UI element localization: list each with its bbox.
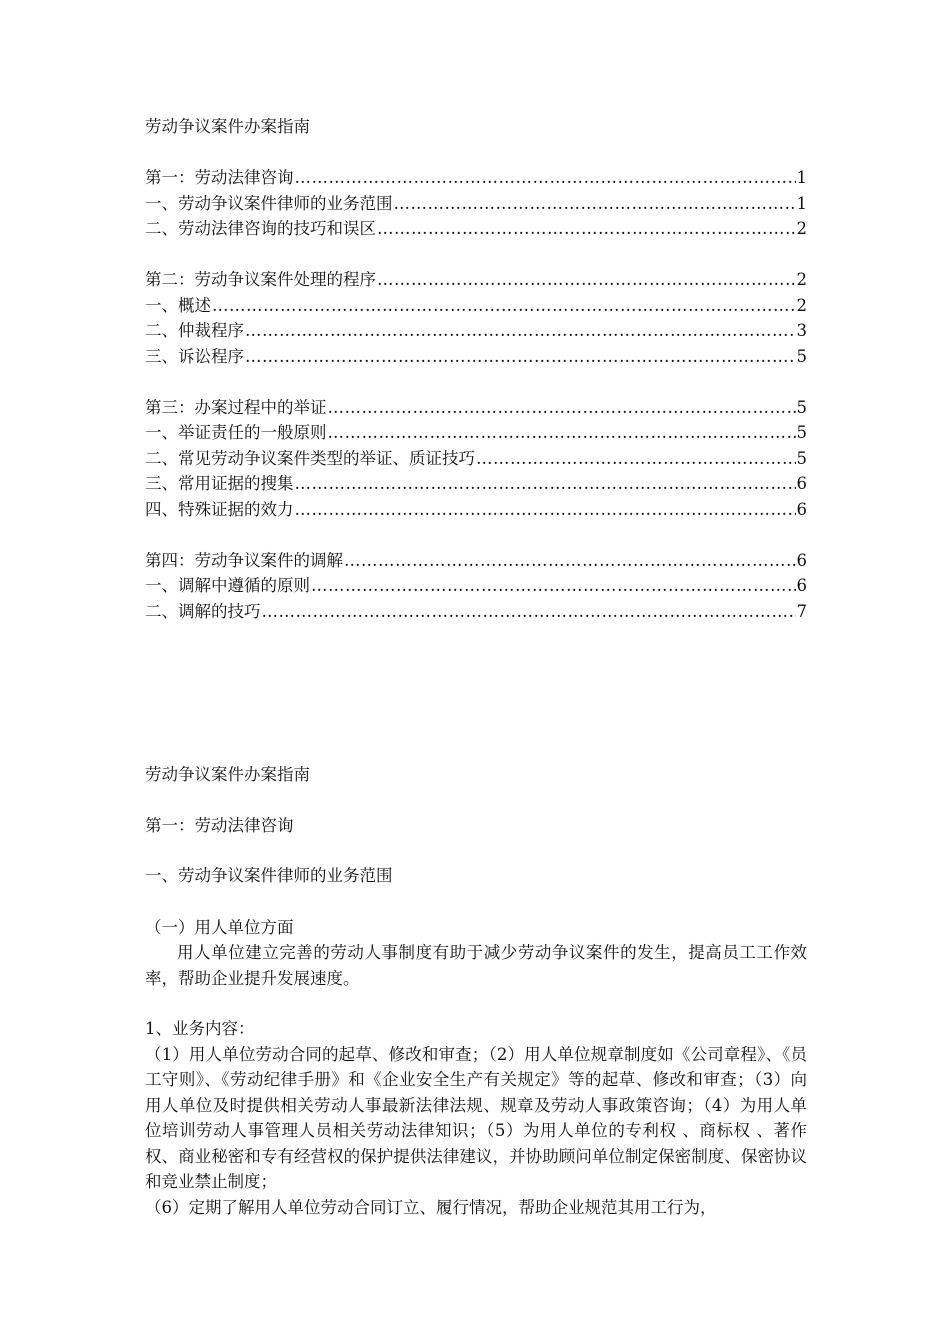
toc-entry[interactable]: 一、举证责任的一般原则 …………………………………………………………………………………………………………………………………………………………………………………… 5 [145,420,807,446]
toc-leader-dots [245,318,796,344]
toc-leader-dots [295,165,796,191]
chapter-heading: 第一：劳动法律咨询 [145,815,294,835]
document-body [145,762,807,1220]
subsection-heading: （一）用人单位方面 [145,917,294,937]
toc-leader-dots [328,420,796,446]
business-heading: 1、业务内容： [145,1019,255,1038]
toc-leader-dots [344,548,796,574]
toc-entry[interactable]: 一、概述 …………………………………………………………………………………………………………………………………………………………………………………… 2 [145,293,807,319]
toc-entry[interactable]: 一、调解中遵循的原则 …………………………………………………………………………………………………………………………………………………………………………………… 6 [145,573,807,599]
business-paragraph: （1）用人单位劳动合同的起草、修改和审查；（2）用人单位规章制度如《公司章程》、《员工守则》、《劳动纪律手册》和《企业安全生产有关规定》等的起草、修改和审查；（3）向用人单位及时提供相关劳动人事最新法律法规、规章及劳动人事政策咨询；（4）为用人单位培训劳动人事管理人员相关劳动法律知识；（5）为用人单位的专利权 、商标权 、著作权、商业秘密和专有经营权的保护提供法律建议，并协助顾问单位制定保密制度、保密协议和竞业禁止制度； [145,1044,807,1191]
toc-entry[interactable]: 二、仲裁程序 …………………………………………………………………………………………………………………………………………………………………………………… 3 [145,318,807,344]
toc-leader-dots [262,599,796,625]
table-of-contents [145,114,807,624]
toc-entry-heading[interactable]: 第四：劳动争议案件的调解 …………………………………………………………………………………………………………………………………………………………………………………… 6 [145,548,807,574]
document-title: 劳动争议案件办案指南 [145,765,310,784]
toc-entry-heading[interactable]: 第三：办案过程中的举证 …………………………………………………………………………………………………………………………………………………………………………………… 5 [145,395,807,421]
business-paragraph-continued: （6）定期了解用人单位劳动合同订立、履行情况，帮助企业规范其用工行为， [145,1197,717,1217]
toc-section-3 [145,395,807,523]
toc-leader-dots [377,267,796,293]
toc-entry[interactable]: 四、特殊证据的效力 …………………………………………………………………………………………………………………………………………………………………………………… 6 [145,497,807,523]
toc-entry[interactable]: 一、劳动争议案件律师的业务范围 …………………………………………………………………………………………………………………………………………………………………………………… 1 [145,191,807,217]
toc-entry[interactable]: 三、诉讼程序 …………………………………………………………………………………………………………………………………………………………………………………… 5 [145,344,807,370]
toc-section-1 [145,165,807,242]
toc-leader-dots [328,395,796,421]
toc-leader-dots [245,344,796,370]
toc-entry-heading[interactable]: 第二：劳动争议案件处理的程序 …………………………………………………………………………………………………………………………………………………………………………………… 2 [145,267,807,293]
toc-leader-dots [295,471,796,497]
toc-leader-dots [212,293,796,319]
toc-entry[interactable]: 二、调解的技巧 …………………………………………………………………………………………………………………………………………………………………………………… 7 [145,599,807,625]
toc-leader-dots [311,573,796,599]
toc-leader-dots [377,216,796,242]
toc-entry[interactable]: 三、常用证据的搜集 …………………………………………………………………………………………………………………………………………………………………………………… 6 [145,471,807,497]
intro-paragraph: 用人单位建立完善的劳动人事制度有助于减少劳动争议案件的发生，提高员工工作效率，帮助企业提升发展速度。 [145,943,807,988]
toc-leader-dots [295,497,796,523]
toc-leader-dots [394,191,796,217]
toc-section-2 [145,267,807,369]
toc-entry[interactable]: 二、常见劳动争议案件类型的举证、质证技巧 …………………………………………………………………………………………………………………………………………………………………………………… 5 [145,446,807,472]
toc-leader-dots [476,446,796,472]
toc-section-4 [145,548,807,625]
section-heading: 一、劳动争议案件律师的业务范围 [145,866,393,885]
toc-title: 劳动争议案件办案指南 [145,117,310,136]
toc-entry-heading[interactable]: 第一：劳动法律咨询 …………………………………………………………………………………………………………………………………………………………………………………… 1 [145,165,807,191]
toc-entry[interactable]: 二、劳动法律咨询的技巧和误区 …………………………………………………………………………………………………………………………………………………………………………………… 2 [145,216,807,242]
